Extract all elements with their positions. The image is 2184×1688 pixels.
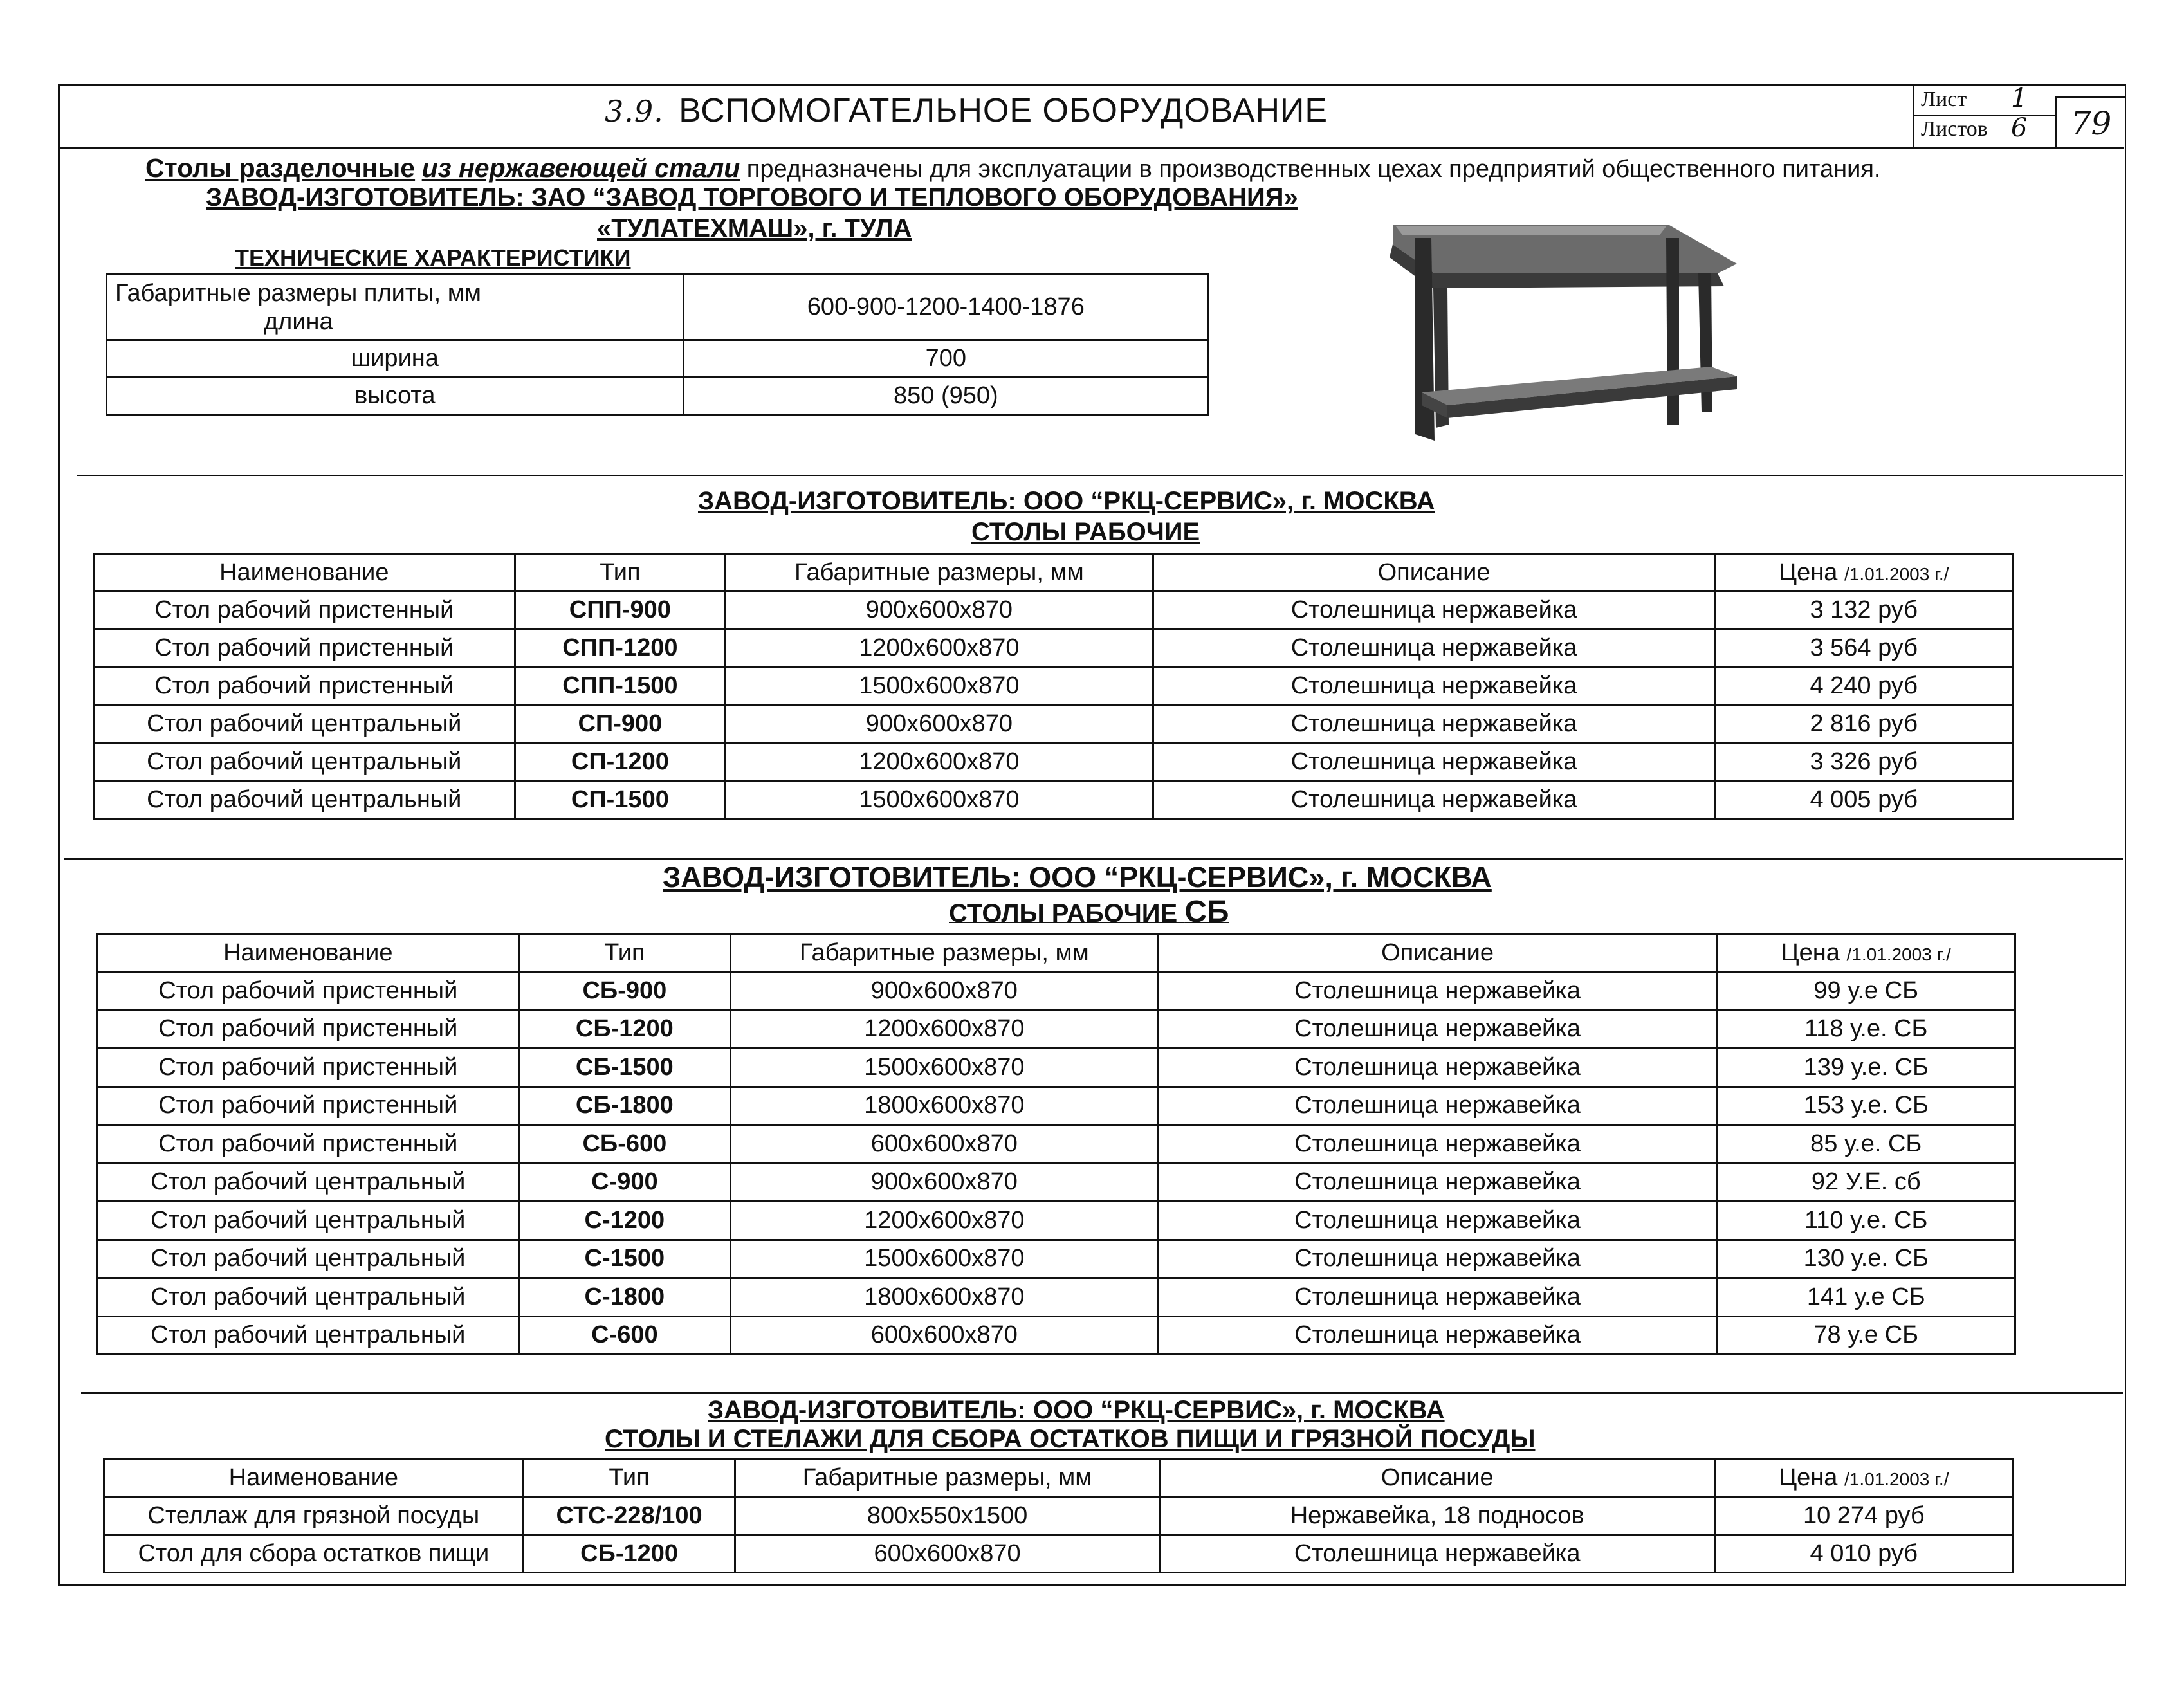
column-header: Габаритные размеры, мм xyxy=(735,1460,1159,1497)
cell-dimensions: 900х600х870 xyxy=(731,972,1158,1011)
section-number: 3.9. xyxy=(605,94,664,129)
cell-dimensions: 900х600х870 xyxy=(731,1163,1158,1202)
cell-name: Стол рабочий центральный xyxy=(94,781,515,819)
table-row xyxy=(94,629,2013,667)
intro-rest: предназначены для эксплуатации в производственных цехах предприятий общественного питания. xyxy=(740,156,1881,183)
cell-type: СБ-1200 xyxy=(518,1010,731,1049)
cell-name: Стол рабочий пристенный xyxy=(98,1087,519,1125)
cell-dimensions: 1800х600х870 xyxy=(731,1278,1158,1317)
cell-dimensions: 600х600х870 xyxy=(731,1316,1158,1355)
cell-dimensions: 800х550х1500 xyxy=(735,1497,1159,1535)
cell-type: СП-1500 xyxy=(515,781,726,819)
cell-description: Столешница нержавейка xyxy=(1153,667,1715,705)
spec-label: высота xyxy=(107,378,684,415)
cell-name: Стеллаж для грязной посуды xyxy=(104,1497,524,1535)
cell-price: 3 326 руб xyxy=(1715,743,2013,781)
cell-description: Столешница нержавейка xyxy=(1159,1535,1715,1573)
cell-type: С-1800 xyxy=(518,1278,731,1317)
cell-type: СБ-1800 xyxy=(518,1087,731,1125)
cell-dimensions: 1500х600х870 xyxy=(726,667,1153,705)
column-header: Наименование xyxy=(104,1460,524,1497)
cell-price: 92 У.Е. сб xyxy=(1717,1163,2015,1202)
cell-price: 85 у.е. СБ xyxy=(1717,1125,2015,1164)
table-row xyxy=(94,743,2013,781)
cell-name: Стол рабочий центральный xyxy=(98,1240,519,1278)
cell-dimensions: 1500х600х870 xyxy=(726,781,1153,819)
sheet-value: 1 xyxy=(2011,84,2028,113)
cell-dimensions: 1200х600х870 xyxy=(731,1010,1158,1049)
section3-subtitle: СТОЛЫ РАБОЧИЕ СБ xyxy=(949,895,1229,929)
cell-type: С-1500 xyxy=(518,1240,731,1278)
cell-price: 4 240 руб xyxy=(1715,667,2013,705)
cell-type: СБ-1500 xyxy=(518,1049,731,1087)
column-header-price: Цена /1.01.2003 г./ xyxy=(1715,1460,2012,1497)
cell-price: 153 у.е. СБ xyxy=(1717,1087,2015,1125)
section1-manufacturer-line2: «ТУЛАТЕХМАШ», г. ТУЛА xyxy=(597,214,912,243)
cell-type: С-1200 xyxy=(518,1202,731,1240)
header-divider xyxy=(58,147,2124,149)
cell-description: Столешница нержавейка xyxy=(1158,1202,1717,1240)
page-number: 79 xyxy=(2055,96,2125,149)
table-product-photo xyxy=(1377,212,1750,444)
cell-dimensions: 1200х600х870 xyxy=(726,743,1153,781)
spec-row xyxy=(107,275,1209,340)
separator xyxy=(81,1392,2123,1394)
cell-description: Столешница нержавейка xyxy=(1153,705,1715,743)
cell-name: Стол рабочий пристенный xyxy=(98,1010,519,1049)
cell-price: 10 274 руб xyxy=(1715,1497,2012,1535)
cell-dimensions: 1500х600х870 xyxy=(731,1049,1158,1087)
cell-description: Столешница нержавейка xyxy=(1158,1163,1717,1202)
cell-description: Столешница нержавейка xyxy=(1158,1087,1717,1125)
cell-description: Столешница нержавейка xyxy=(1153,743,1715,781)
cell-dimensions: 600х600х870 xyxy=(735,1535,1159,1573)
cell-price: 141 у.е СБ xyxy=(1717,1278,2015,1317)
cell-price: 99 у.е СБ xyxy=(1717,972,2015,1011)
table-row xyxy=(98,1163,2015,1202)
cell-name: Стол рабочий центральный xyxy=(94,743,515,781)
cell-type: СПП-1200 xyxy=(515,629,726,667)
cell-type: СП-900 xyxy=(515,705,726,743)
column-header-price: Цена /1.01.2003 г./ xyxy=(1715,555,2013,591)
cell-name: Стол рабочий пристенный xyxy=(98,1049,519,1087)
cell-type: СП-1200 xyxy=(515,743,726,781)
table-row xyxy=(104,1535,2013,1573)
section2-table xyxy=(93,553,2014,820)
table-row xyxy=(98,1316,2015,1355)
column-header-price: Цена /1.01.2003 г./ xyxy=(1717,935,2015,972)
column-header: Тип xyxy=(523,1460,735,1497)
table-row xyxy=(94,781,2013,819)
column-header: Описание xyxy=(1159,1460,1715,1497)
cell-price: 2 816 руб xyxy=(1715,705,2013,743)
cell-name: Стол рабочий центральный xyxy=(94,705,515,743)
table-row xyxy=(94,705,2013,743)
cell-type: СБ-900 xyxy=(518,972,731,1011)
cell-dimensions: 600х600х870 xyxy=(731,1125,1158,1164)
column-header: Тип xyxy=(515,555,726,591)
spec-row xyxy=(107,378,1209,415)
cell-price: 118 у.е. СБ xyxy=(1717,1010,2015,1049)
cell-type: СПП-900 xyxy=(515,591,726,629)
spec-row xyxy=(107,340,1209,378)
table-row xyxy=(98,1049,2015,1087)
cell-name: Стол рабочий пристенный xyxy=(94,667,515,705)
cell-name: Стол рабочий центральный xyxy=(98,1278,519,1317)
section3-manufacturer: ЗАВОД-ИЗГОТОВИТЕЛЬ: ООО “РКЦ-СЕРВИС», г. МОСКВА xyxy=(663,861,1492,894)
cell-type: СПП-1500 xyxy=(515,667,726,705)
section2-subtitle: СТОЛЫ РАБОЧИЕ xyxy=(971,518,1200,546)
sheet-info-box xyxy=(1913,84,2057,147)
spec-label: Габаритные размеры плиты, мм длина xyxy=(107,275,684,340)
cell-dimensions: 900х600х870 xyxy=(726,705,1153,743)
section3-table xyxy=(96,933,2016,1355)
cell-price: 78 у.е СБ xyxy=(1717,1316,2015,1355)
sheets-label: Листов xyxy=(1921,117,1988,141)
cell-type: СТС-228/100 xyxy=(523,1497,735,1535)
cell-price: 3 132 руб xyxy=(1715,591,2013,629)
table-header-row xyxy=(94,555,2013,591)
spec-value: 850 (950) xyxy=(683,378,1208,415)
cell-name: Стол рабочий пристенный xyxy=(94,629,515,667)
cell-description: Нержавейка, 18 подносов xyxy=(1159,1497,1715,1535)
column-header: Габаритные размеры, мм xyxy=(726,555,1153,591)
separator xyxy=(77,475,2123,476)
cell-price: 110 у.е. СБ xyxy=(1717,1202,2015,1240)
spec-table xyxy=(106,273,1209,416)
cell-price: 139 у.е. СБ xyxy=(1717,1049,2015,1087)
column-header: Наименование xyxy=(94,555,515,591)
column-header: Габаритные размеры, мм xyxy=(731,935,1158,972)
section2-manufacturer: ЗАВОД-ИЗГОТОВИТЕЛЬ: ООО “РКЦ-СЕРВИС», г. МОСКВА xyxy=(698,487,1435,515)
section4-manufacturer: ЗАВОД-ИЗГОТОВИТЕЛЬ: ООО “РКЦ-СЕРВИС», г. МОСКВА xyxy=(708,1396,1445,1424)
cell-name: Стол рабочий центральный xyxy=(98,1163,519,1202)
column-header: Тип xyxy=(518,935,731,972)
section1-manufacturer-line1: ЗАВОД-ИЗГОТОВИТЕЛЬ: ЗАО “ЗАВОД ТОРГОВОГО И ТЕПЛОВОГО ОБОРУДОВАНИЯ» xyxy=(206,183,1298,212)
cell-price: 4 010 руб xyxy=(1715,1535,2012,1573)
table-row xyxy=(94,667,2013,705)
cell-price: 130 у.е. СБ xyxy=(1717,1240,2015,1278)
table-row xyxy=(104,1497,2013,1535)
spec-label: ширина xyxy=(107,340,684,378)
table-row xyxy=(98,1010,2015,1049)
table-row xyxy=(98,1125,2015,1164)
cell-name: Стол рабочий пристенный xyxy=(94,591,515,629)
table-header-row xyxy=(104,1460,2013,1497)
sheets-value: 6 xyxy=(2011,113,2028,143)
cell-description: Столешница нержавейка xyxy=(1158,1049,1717,1087)
cell-description: Столешница нержавейка xyxy=(1153,591,1715,629)
sheet-label: Лист xyxy=(1921,87,1967,111)
intro-bold: Столы разделочные xyxy=(145,153,416,183)
table-row xyxy=(98,1202,2015,1240)
cell-dimensions: 1200х600х870 xyxy=(731,1202,1158,1240)
table-row xyxy=(98,1240,2015,1278)
cell-price: 4 005 руб xyxy=(1715,781,2013,819)
cell-name: Стол для сбора остатков пищи xyxy=(104,1535,524,1573)
cell-description: Столешница нержавейка xyxy=(1158,1316,1717,1355)
intro-italic: из нержавеющей стали xyxy=(421,153,740,183)
intro-text xyxy=(145,153,1880,183)
table-row xyxy=(98,1087,2015,1125)
cell-description: Столешница нержавейка xyxy=(1158,1010,1717,1049)
page-title xyxy=(605,91,1328,130)
cell-name: Стол рабочий пристенный xyxy=(98,1125,519,1164)
cell-name: Стол рабочий пристенный xyxy=(98,972,519,1011)
separator xyxy=(64,858,2123,860)
cell-description: Столешница нержавейка xyxy=(1153,629,1715,667)
cell-description: Столешница нержавейка xyxy=(1158,1125,1717,1164)
spec-value: 600-900-1200-1400-1876 xyxy=(683,275,1208,340)
column-header: Наименование xyxy=(98,935,519,972)
cell-description: Столешница нержавейка xyxy=(1158,972,1717,1011)
cell-type: С-600 xyxy=(518,1316,731,1355)
section4-subtitle: СТОЛЫ И СТЕЛАЖИ ДЛЯ СБОРА ОСТАТКОВ ПИЩИ И ГРЯЗНОЙ ПОСУДЫ xyxy=(605,1425,1536,1453)
cell-type: СБ-600 xyxy=(518,1125,731,1164)
cell-name: Стол рабочий центральный xyxy=(98,1316,519,1355)
cell-name: Стол рабочий центральный xyxy=(98,1202,519,1240)
cell-description: Столешница нержавейка xyxy=(1153,781,1715,819)
cell-dimensions: 900х600х870 xyxy=(726,591,1153,629)
cell-description: Столешница нержавейка xyxy=(1158,1240,1717,1278)
cell-dimensions: 1800х600х870 xyxy=(731,1087,1158,1125)
section4-table xyxy=(103,1458,2014,1573)
cell-type: СБ-1200 xyxy=(523,1535,735,1573)
cell-type: С-900 xyxy=(518,1163,731,1202)
table-header-row xyxy=(98,935,2015,972)
column-header: Описание xyxy=(1153,555,1715,591)
spec-heading: ТЕХНИЧЕСКИЕ ХАРАКТЕРИСТИКИ xyxy=(235,244,631,271)
table-row xyxy=(94,591,2013,629)
cell-price: 3 564 руб xyxy=(1715,629,2013,667)
section-title: ВСПОМОГАТЕЛЬНОЕ ОБОРУДОВАНИЕ xyxy=(679,92,1328,129)
table-row xyxy=(98,1278,2015,1317)
column-header: Описание xyxy=(1158,935,1717,972)
cell-description: Столешница нержавейка xyxy=(1158,1278,1717,1317)
cell-dimensions: 1500х600х870 xyxy=(731,1240,1158,1278)
table-row xyxy=(98,972,2015,1011)
cell-dimensions: 1200х600х870 xyxy=(726,629,1153,667)
spec-value: 700 xyxy=(683,340,1208,378)
